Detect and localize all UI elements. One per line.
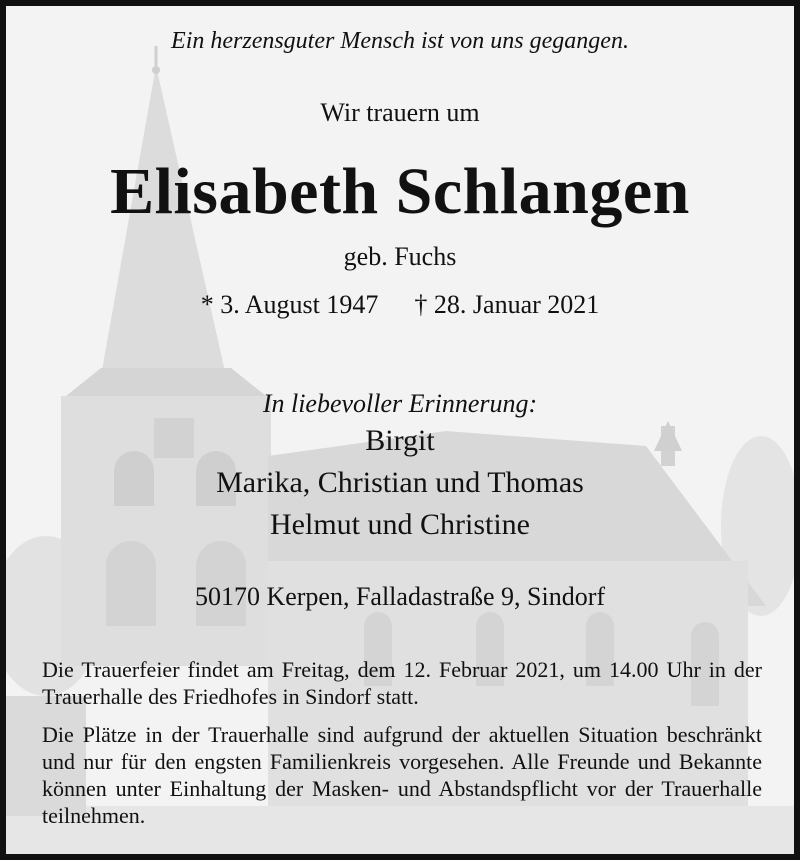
mourner-line: Helmut und Christine	[270, 508, 530, 541]
memory-line: In liebevoller Erinnerung:	[262, 389, 538, 418]
deceased-name: Elisabeth Schlangen	[110, 155, 690, 228]
motto-line: Ein herzensguter Mensch ist von uns gegangen.	[171, 28, 629, 54]
life-dates	[6, 290, 794, 320]
birth-name: geb. Fuchs	[343, 242, 457, 271]
death-cross-icon: †	[414, 290, 428, 319]
mourner-line: Birgit	[365, 424, 435, 457]
birth-date: 3. August 1947	[220, 290, 379, 319]
death-date: 28. Januar 2021	[433, 290, 600, 319]
attendance-info-paragraph: Die Plätze in der Trauerhalle sind aufgrund der aktuellen Situation beschränkt und nur für den engsten Familienkreis vorgesehen. Alle Freunde und Bekannte können unter Einhaltung der Masken- und Abstandspflicht vor der Trauerhalle teilnehmen.	[42, 722, 762, 828]
birth-star-icon: *	[200, 290, 214, 319]
mourner-line: Marika, Christian und Thomas	[216, 466, 584, 499]
mourning-line: Wir trauern um	[320, 98, 480, 127]
notice-text	[6, 6, 794, 854]
funeral-info-paragraph: Die Trauerfeier findet am Freitag, dem 12. Februar 2021, um 14.00 Uhr in der Trauerhalle des Friedhofes in Sindorf statt.	[42, 657, 762, 709]
family-address: 50170 Kerpen, Falladastraße 9, Sindorf	[194, 582, 606, 611]
